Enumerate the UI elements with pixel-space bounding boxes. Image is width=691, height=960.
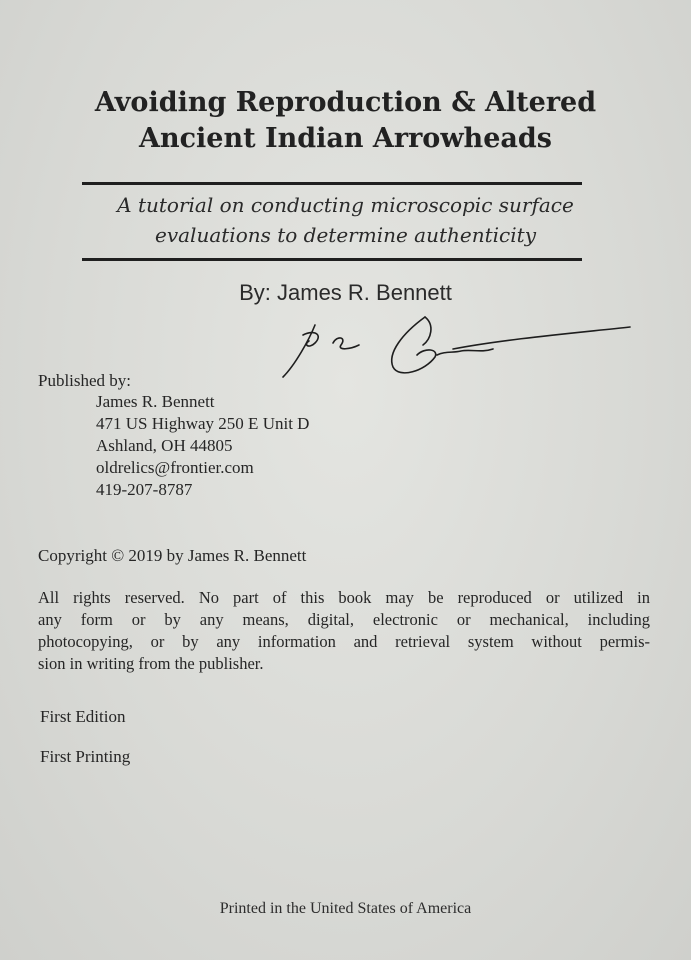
printed-in-note: Printed in the United States of America <box>219 900 472 917</box>
author-byline: By: James R. Bennett <box>239 280 452 305</box>
divider-bottom <box>82 258 582 261</box>
published-by-label: Published by: <box>38 371 132 390</box>
edition-note: First Edition <box>40 707 126 726</box>
publisher-name: James R. Bennett <box>96 392 215 411</box>
publisher-email: oldrelics@frontier.com <box>96 458 254 477</box>
printing-note: First Printing <box>40 747 131 766</box>
rights-line: All rights reserved. No part of this book may be reproduced or utilized in <box>38 588 650 607</box>
publisher-street: 471 US Highway 250 E Unit D <box>96 414 310 433</box>
rights-statement <box>38 587 650 675</box>
publisher-city: Ashland, OH 44805 <box>96 436 233 455</box>
subtitle-line-1: A tutorial on conducting microscopic surface <box>117 193 574 217</box>
copyright-notice: Copyright © 2019 by James R. Bennett <box>38 546 307 565</box>
rights-line: sion in writing from the publisher. <box>38 654 264 673</box>
rights-line: photocopying, or by any information and retrieval system without permis- <box>38 632 650 651</box>
divider-top <box>82 182 582 185</box>
publisher-phone: 419-207-8787 <box>96 480 193 499</box>
book-title-line-1: Avoiding Reproduction & Altered <box>94 87 597 118</box>
rights-line: any form or by any means, digital, electronic or mechanical, including <box>38 610 650 629</box>
author-signature <box>275 305 645 390</box>
book-title-line-2: Ancient Indian Arrowheads <box>139 123 552 154</box>
subtitle-line-2: evaluations to determine authenticity <box>155 223 536 247</box>
